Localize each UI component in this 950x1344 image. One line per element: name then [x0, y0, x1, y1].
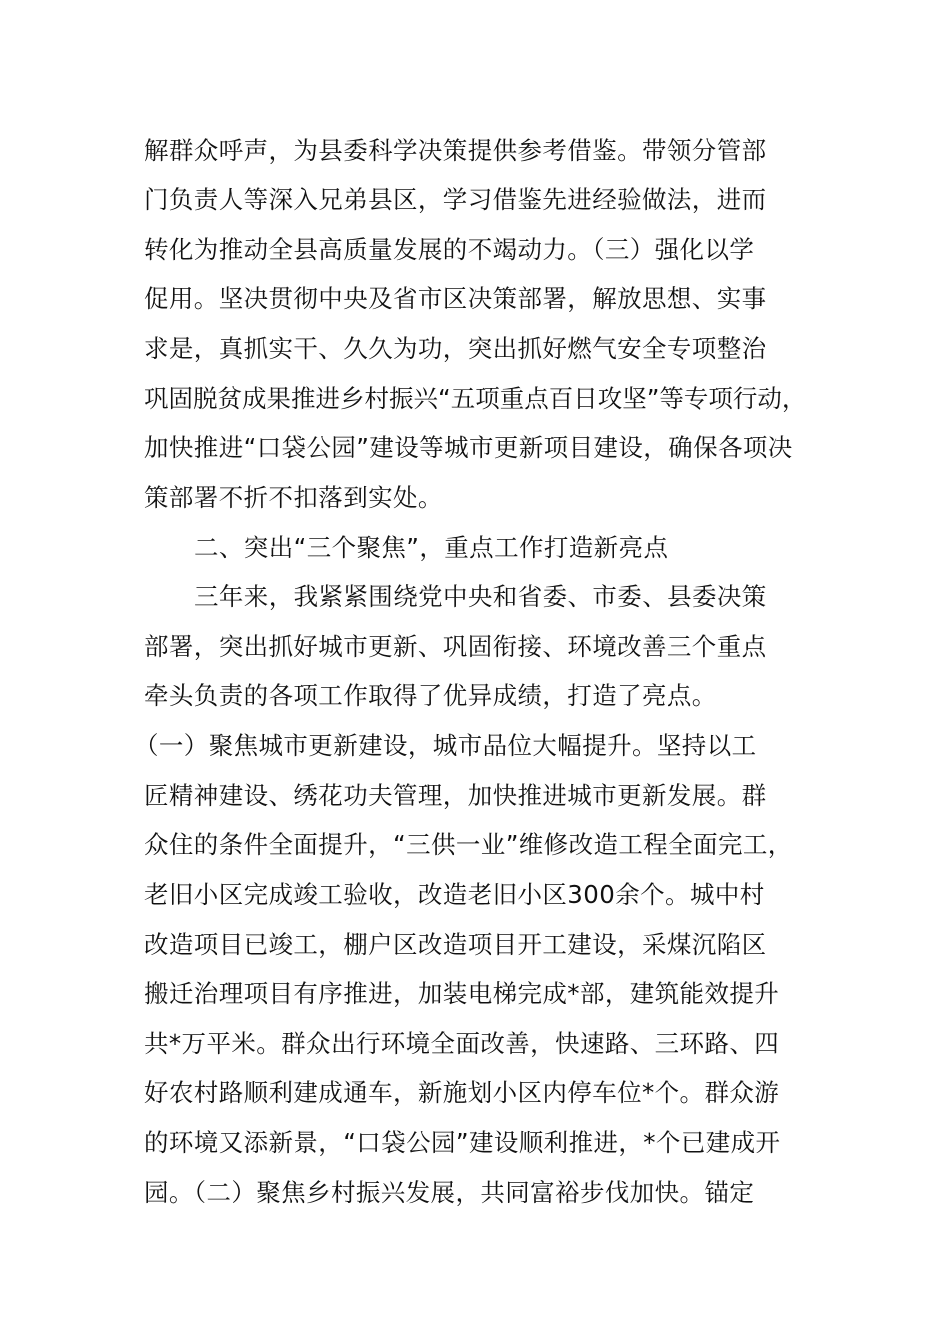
text-line: 匠精神建设、绣花功夫管理，加快推进城市更新发展。群 [144, 781, 767, 810]
section-heading: 二、突出“三个聚焦”，重点工作打造新亮点 [194, 533, 669, 562]
text-line: 搬迁治理项目有序推进，加装电梯完成*部，建筑能效提升 [144, 979, 780, 1008]
text-line: 共*万平米。群众出行环境全面改善，快速路、三环路、四 [144, 1029, 780, 1058]
text-line: 求是，真抓实干、久久为功，突出抓好燃气安全专项整治 [144, 334, 767, 363]
text-line: 众住的条件全面提升，“三供一业”维修改造工程全面完工， [144, 830, 793, 859]
text-line: （一）聚焦城市更新建设，城市品位大幅提升。坚持以工 [134, 731, 757, 760]
text-line: 转化为推动全县高质量发展的不竭动力。（三）强化以学 [144, 235, 755, 264]
text-line: 的环境又添新景，“口袋公园”建设顺利推进，*个已建成开 [144, 1128, 781, 1157]
text-line: 部署，突出抓好城市更新、巩固衔接、环境改善三个重点 [144, 632, 767, 661]
text-line: 门负责人等深入兄弟县区，学习借鉴先进经验做法，进而 [144, 185, 767, 214]
text-line: 老旧小区完成竣工验收，改造老旧小区300余个。城中村 [144, 880, 765, 909]
text-line: 牵头负责的各项工作取得了优异成绩，打造了亮点。 [144, 681, 717, 710]
text-line: 改造项目已竣工，棚户区改造项目开工建设，采煤沉陷区 [144, 930, 767, 959]
text-line: 巩固脱贫成果推进乡村振兴“五项重点百日攻坚”等专项行动， [144, 384, 807, 413]
text-line: 加快推进“口袋公园”建设等城市更新项目建设，确保各项决 [144, 433, 793, 462]
text-line: 好农村路顺利建成通车，新施划小区内停车位*个。群众游 [144, 1078, 780, 1107]
text-line: 解群众呼声，为县委科学决策提供参考借鉴。带领分管部 [144, 136, 767, 165]
text-line: 三年来，我紧紧围绕党中央和省委、市委、县委决策 [194, 582, 767, 611]
text-line: 策部署不折不扣落到实处。 [144, 483, 443, 512]
text-line: 促用。坚决贯彻中央及省市区决策部署，解放思想、实事 [144, 284, 767, 313]
text-line: 园。（二）聚焦乡村振兴发展，共同富裕步伐加快。锚定 [144, 1178, 755, 1207]
